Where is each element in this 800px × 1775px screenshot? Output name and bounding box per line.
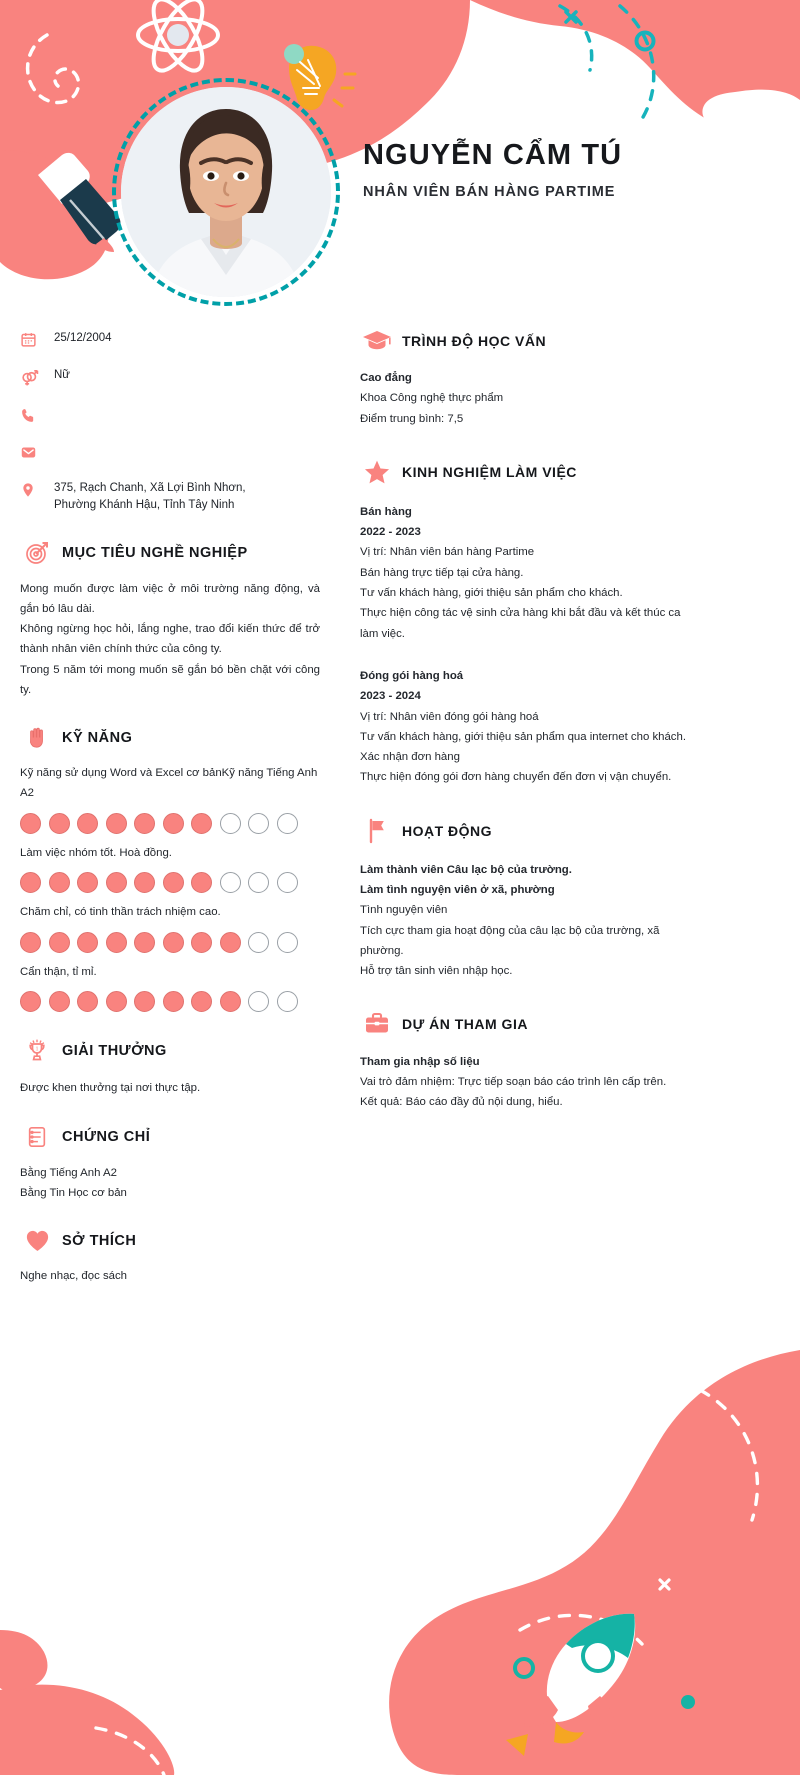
project-line: Vai trò đảm nhiệm: Trực tiếp soạn báo cáo trình lên cấp trên. <box>360 1075 667 1088</box>
section-certificates-title: CHỨNG CHỈ <box>62 1128 151 1145</box>
certificate-line: Bằng Tiếng Anh A2 <box>20 1166 117 1179</box>
skill-rating <box>20 932 320 953</box>
email-icon <box>20 443 42 461</box>
rating-dot-empty <box>277 932 298 953</box>
rating-dot-filled <box>191 813 212 834</box>
contact-item-address <box>20 480 320 515</box>
rating-dot-filled <box>20 932 41 953</box>
project-line: Kết quả: Báo cáo đầy đủ nội dung, hiểu. <box>360 1096 563 1109</box>
experience-period: 2022 - 2023 <box>360 526 421 539</box>
skill-rating <box>20 991 320 1012</box>
section-certificates-header <box>20 1125 320 1149</box>
experience-line: Tư vấn khách hàng, giới thiệu sản phẩm cho khách. <box>360 587 623 600</box>
award-line: Được khen thưởng tại nơi thực tập. <box>20 1082 201 1095</box>
skill-item <box>20 764 320 833</box>
flag-icon <box>360 818 394 844</box>
rating-dot-filled <box>106 991 127 1012</box>
rating-dot-filled <box>49 872 70 893</box>
experience-line: Xác nhận đơn hàng <box>360 751 460 764</box>
section-activities-header <box>360 818 690 844</box>
skill-item <box>20 963 320 1013</box>
skill-rating <box>20 813 320 834</box>
rating-dot-empty <box>220 813 241 834</box>
rating-dot-filled <box>49 932 70 953</box>
avatar-dashed-ring <box>112 78 340 306</box>
rating-dot-filled <box>134 872 155 893</box>
rating-dot-filled <box>134 991 155 1012</box>
rating-dot-filled <box>220 932 241 953</box>
skill-label: Kỹ năng sử dụng Word và Excel cơ bảnKỹ năng Tiếng Anh A2 <box>20 767 318 799</box>
section-skills-header <box>20 726 320 750</box>
rating-dot-filled <box>191 991 212 1012</box>
location-icon <box>20 480 42 499</box>
rating-dot-empty <box>277 813 298 834</box>
rating-dot-empty <box>220 872 241 893</box>
name-block <box>363 140 783 200</box>
skill-label: Làm việc nhóm tốt. Hoà đồng. <box>20 846 172 859</box>
contact-item-gender <box>20 367 320 387</box>
contact-item-birthdate <box>20 330 320 348</box>
heart-icon <box>20 1229 54 1252</box>
experience-period: 2023 - 2024 <box>360 690 421 703</box>
contact-list <box>20 330 320 515</box>
rating-dot-filled <box>134 932 155 953</box>
rating-dot-empty <box>277 872 298 893</box>
graduation-cap-icon <box>360 330 394 352</box>
atom-nucleus <box>167 24 189 46</box>
education-entry <box>360 368 690 429</box>
experience-role: Đóng gói hàng hoá <box>360 669 464 682</box>
contact-item-email <box>20 443 320 461</box>
experience-line: Vị trí: Nhân viên bán hàng Partime <box>360 546 535 559</box>
rating-dot-filled <box>77 813 98 834</box>
section-objective-header <box>20 541 320 565</box>
contact-item-phone <box>20 406 320 424</box>
section-hobbies-header <box>20 1229 320 1252</box>
section-projects-header <box>360 1012 690 1036</box>
footer-decoration <box>0 1330 800 1775</box>
section-activities-title: HOẠT ĐỘNG <box>402 822 493 839</box>
skill-item <box>20 844 320 894</box>
rating-dot-filled <box>49 813 70 834</box>
skill-label: Chăm chỉ, có tinh thần trách nhiệm cao. <box>20 906 221 919</box>
target-icon <box>20 541 54 565</box>
objective-paragraph-3: Trong 5 năm tới mong muốn sẽ gắn bó bền chặt với công ty. <box>20 663 320 696</box>
skills-list <box>20 764 320 1012</box>
right-column <box>360 330 690 1118</box>
experience-line: Tư vấn khách hàng, giới thiệu sản phẩm qua internet cho khách. <box>360 730 687 743</box>
rating-dot-filled <box>106 932 127 953</box>
experience-line: Thực hiện công tác vệ sinh cửa hàng khi bắt đầu và kết thúc ca làm việc. <box>360 607 681 640</box>
rating-dot-filled <box>77 991 98 1012</box>
footer-dot <box>681 1695 695 1709</box>
rating-dot-filled <box>220 991 241 1012</box>
rating-dot-filled <box>191 932 212 953</box>
rating-dot-filled <box>20 991 41 1012</box>
rating-dot-filled <box>163 932 184 953</box>
education-line: Điểm trung bình: 7,5 <box>360 412 464 425</box>
rating-dot-filled <box>163 813 184 834</box>
job-title: NHÂN VIÊN BÁN HÀNG PARTIME <box>363 183 616 200</box>
section-hobbies-title: SỞ THÍCH <box>62 1232 137 1249</box>
objective-paragraph-2: Không ngừng học hỏi, lắng nghe, trao đổi kiến thức để trở thành nhân viên chính thức của công ty. <box>20 623 320 656</box>
hand-icon <box>20 726 54 750</box>
objective-paragraph-1: Mong muốn được làm việc ở môi trường năng động, và gắn bó lâu dài. <box>20 582 320 615</box>
birthdate-value: 25/12/2004 <box>54 332 112 344</box>
section-projects-title: DỰ ÁN THAM GIA <box>402 1015 528 1032</box>
rating-dot-empty <box>248 932 269 953</box>
skill-label: Cẩn thận, tỉ mỉ. <box>20 965 97 978</box>
rating-dot-filled <box>77 872 98 893</box>
rating-dot-filled <box>106 813 127 834</box>
rating-dot-filled <box>191 872 212 893</box>
rating-dot-filled <box>134 813 155 834</box>
project-name: Tham gia nhập số liệu <box>360 1055 480 1068</box>
section-experience-header <box>360 459 690 486</box>
gender-value: Nữ <box>54 369 71 381</box>
skill-rating <box>20 872 320 893</box>
rating-dot-filled <box>49 991 70 1012</box>
experience-role: Bán hàng <box>360 505 412 518</box>
rating-dot-filled <box>106 872 127 893</box>
education-line: Khoa Công nghệ thực phẩm <box>360 392 504 405</box>
phone-icon <box>20 406 42 424</box>
rating-dot-filled <box>163 872 184 893</box>
certificate-line: Bằng Tin Học cơ bản <box>20 1186 127 1199</box>
project-entry <box>360 1052 690 1113</box>
rating-dot-filled <box>20 872 41 893</box>
page-title: NGUYỄN CẨM TÚ <box>363 139 623 171</box>
certificate-icon <box>20 1125 54 1149</box>
skill-item <box>20 903 320 953</box>
activity-line: Tích cực tham gia hoạt động của câu lạc bộ của trường, xã phường. <box>360 924 660 957</box>
hobby-line: Nghe nhạc, đọc sách <box>20 1270 128 1283</box>
section-experience-title: KINH NGHIỆM LÀM VIỆC <box>402 464 577 481</box>
briefcase-icon <box>360 1012 394 1036</box>
section-awards-title: GIẢI THƯỞNG <box>62 1043 167 1060</box>
trophy-icon <box>20 1038 54 1064</box>
experience-line: Thực hiện đóng gói đơn hàng chuyển đến đơn vị vận chuyển. <box>360 771 672 784</box>
rating-dot-filled <box>163 991 184 1012</box>
section-objective-title: MỤC TIÊU NGHỀ NGHIỆP <box>62 544 248 561</box>
experience-entry <box>360 666 690 788</box>
rating-dot-empty <box>248 872 269 893</box>
experience-line: Vị trí: Nhân viên đóng gói hàng hoá <box>360 710 539 723</box>
activity-bold-line: Làm thành viên Câu lạc bộ của trường. <box>360 863 572 876</box>
footer-graphics <box>0 1330 800 1775</box>
activity-line: Hỗ trợ tân sinh viên nhập học. <box>360 965 513 978</box>
gender-icon <box>20 367 42 387</box>
left-column <box>20 330 320 1287</box>
star-icon <box>360 459 394 486</box>
calendar-icon <box>20 330 42 348</box>
address-value: 375, Rạch Chanh, Xã Lợi Bình Nhơn, Phường Khánh Hậu, Tỉnh Tây Ninh <box>54 482 246 512</box>
section-skills-title: KỸ NĂNG <box>62 730 133 747</box>
avatar <box>112 78 340 306</box>
rating-dot-empty <box>277 991 298 1012</box>
svg-text:1: 1 <box>35 1046 39 1053</box>
rating-dot-empty <box>248 813 269 834</box>
activity-bold-line: Làm tình nguyện viên ở xã, phường <box>360 884 555 897</box>
rating-dot-filled <box>20 813 41 834</box>
section-education-title: TRÌNH ĐỘ HỌC VẤN <box>402 333 547 349</box>
experience-entry <box>360 502 690 644</box>
rating-dot-filled <box>77 932 98 953</box>
rating-dot-empty <box>248 991 269 1012</box>
education-degree: Cao đẳng <box>360 372 412 384</box>
experience-line: Bán hàng trực tiếp tại cửa hàng. <box>360 566 524 579</box>
section-awards-header <box>20 1038 320 1064</box>
activity-line: Tình nguyện viên <box>360 904 448 917</box>
section-education-header <box>360 330 690 352</box>
